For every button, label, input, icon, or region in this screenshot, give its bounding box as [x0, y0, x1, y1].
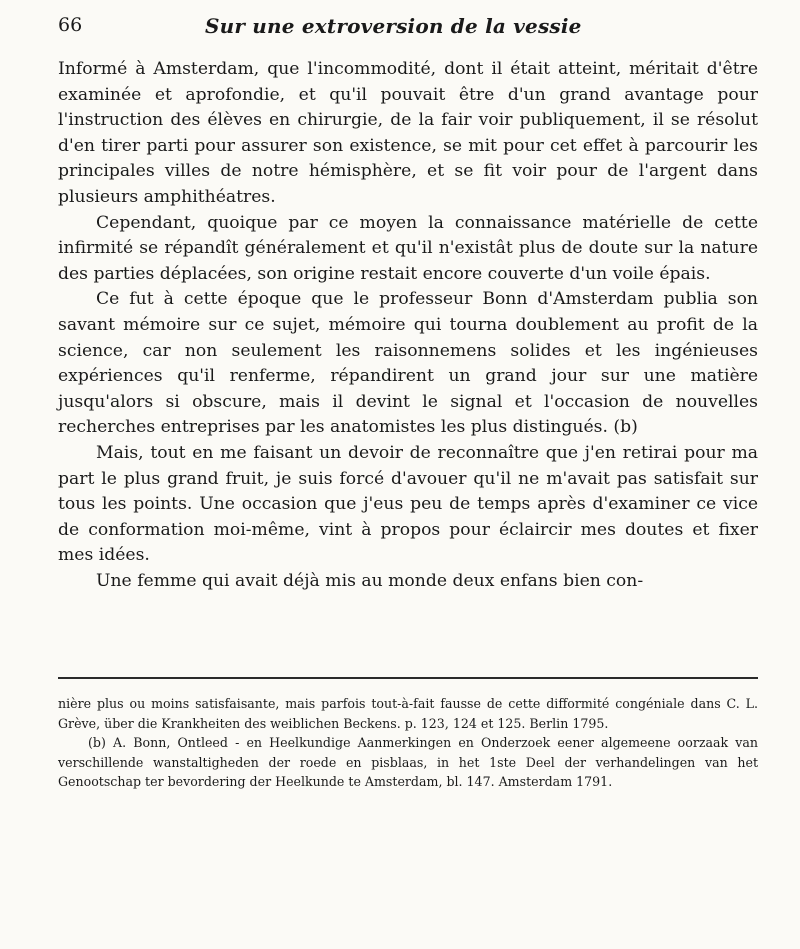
page-number: 66 — [58, 14, 83, 36]
running-title: Sur une extroversion de la vessie — [205, 14, 582, 38]
paragraph: Cependant, quoique par ce moyen la connaissance matérielle de cette infirmité se répandît généralement et qu'il n'existât plus de doute sur la nature des parties déplacées, son origine restait encore couverte d'un voile épais. — [58, 212, 758, 284]
paragraph: Une femme qui avait déjà mis au monde deux enfans bien con- — [96, 570, 644, 591]
footnote-rule — [58, 677, 758, 679]
footnote: (b) A. Bonn, Ontleed - en Heelkundige Aanmerkingen en Onderzoek eener algemeene oorzaak van verschillende wanstaltigheden der roede en pisblaas, in het 1ste Deel der verhandelingen van het Genootschap ter bevordering der Heelkunde te Amsterdam, bl. 147. Amsterdam 1791. — [58, 735, 758, 790]
paragraph: Informé à Amsterdam, que l'incommodité, dont il était atteint, méritait d'être examinée et aprofondie, et qu'il pouvait être d'un grand avantage pour l'instruction des élèves en chirurgie, de la fair voir publiquement, il se résolut d'en tirer parti pour assurer son existence, se mit pour cet effet à parcourir les principales villes de notre hémisphère, et se fit voir pour de l'argent dans plusieurs amphithéatres. — [58, 59, 758, 207]
paragraph: Ce fut à cette époque que le professeur Bonn d'Amsterdam publia son savant mémoire sur ce sujet, mémoire qui tourna doublement au profit de la science, car non seulement les raisonnemens solides et les ingénieuses expériences qu'il renferme, répandirent un grand jour sur une matière jusqu'alors si obscure, mais il devint le signal et l'occasion de nouvelles recherches entreprises par les anatomistes les plus distingués. (b) — [58, 289, 758, 438]
page-header — [58, 14, 760, 44]
footnote: nière plus ou moins satisfaisante, mais parfois tout-à-fait fausse de cette difformité congéniale dans C. L. Grève, über die Krankheiten des weiblichen Beckens. p. 123, 124 et 125. Berlin 1795. — [58, 696, 758, 731]
body-text — [58, 57, 758, 594]
paragraph: Mais, tout en me faisant un devoir de reconnaître que j'en retirai pour ma part le plus grand fruit, je suis forcé d'avouer qu'il ne m'avait pas satisfait sur tous les points. Une occasion que j'eus peu de temps après d'examiner ce vice de conformation moi-même, vint à propos pour éclaircir mes doutes et fixer mes idées. — [58, 442, 758, 566]
footnotes — [58, 694, 758, 792]
